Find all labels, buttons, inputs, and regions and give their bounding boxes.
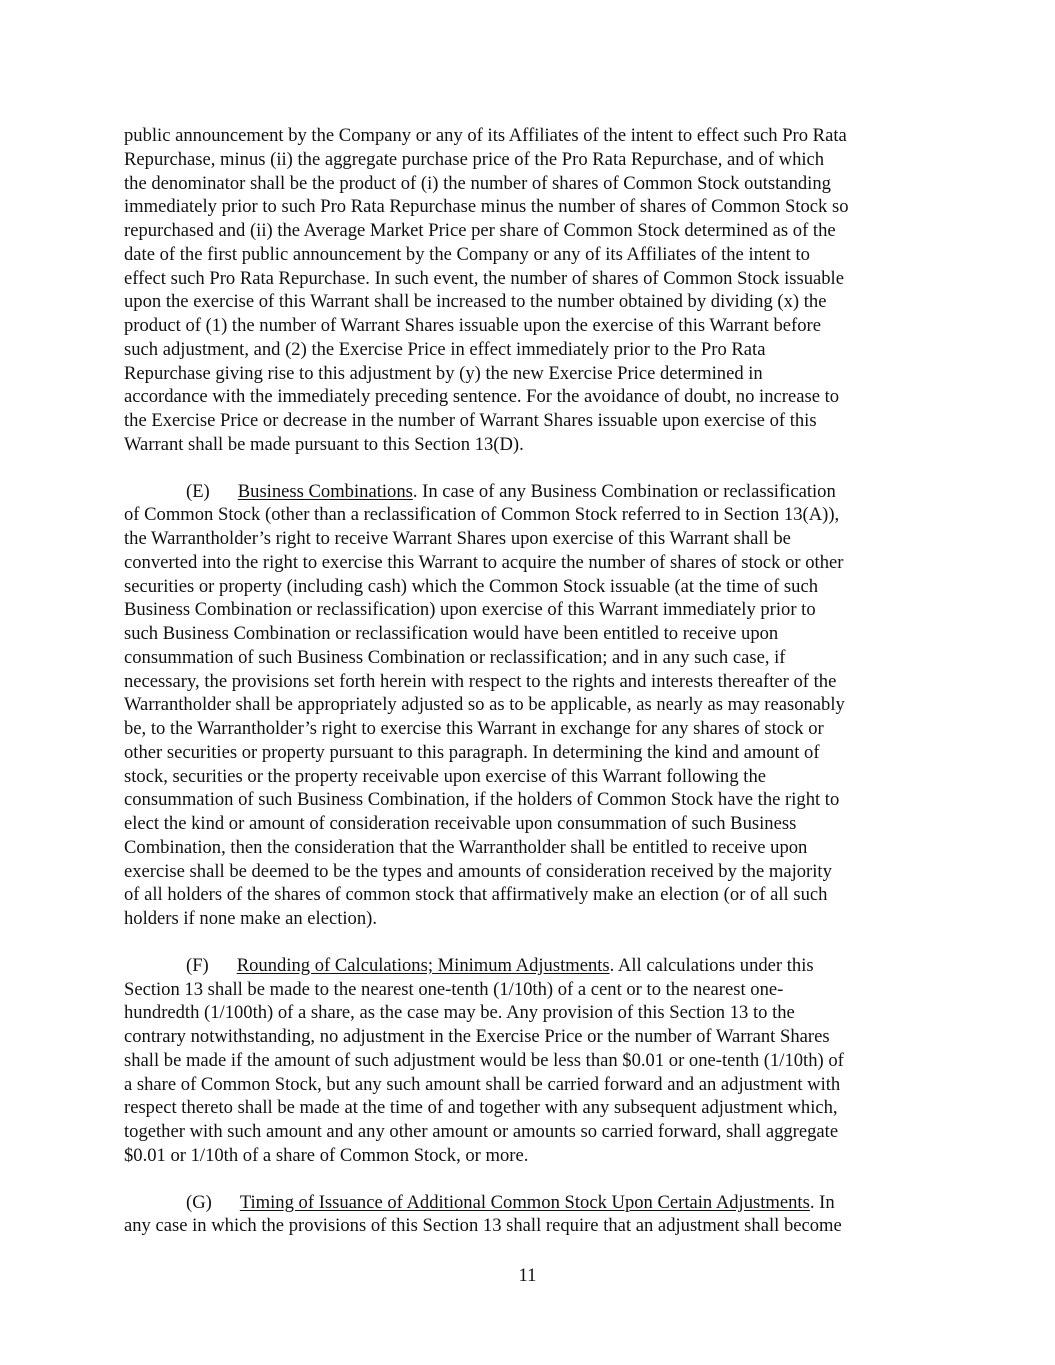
text-line: public announcement by the Company or any of its Affiliates of the intent to effect such Pro Rata: [124, 125, 847, 146]
text-line: repurchased and (ii) the Average Market Price per share of Common Stock determined as of the: [124, 220, 836, 241]
text-line: $0.01 or 1/10th of a share of Common Stock, or more.: [124, 1144, 529, 1166]
section-f-paragraph: [124, 954, 932, 1168]
text-line: such Business Combination or reclassification would have been entitled to receive upon: [124, 623, 779, 644]
text-line: the Warrantholder’s right to receive Warrant Shares upon exercise of this Warrant shall be: [124, 528, 791, 549]
section-g-first-line: [124, 1191, 932, 1215]
text-line: Section 13 shall be made to the nearest one-tenth (1/10th) of a cent or to the nearest one-: [124, 978, 784, 1000]
text-line: exercise shall be deemed to be the types and amounts of consideration received by the majority: [124, 860, 832, 882]
page-number: 11: [518, 1265, 537, 1286]
paragraph-spacer: [124, 457, 932, 480]
text-line: of all holders of the shares of common stock that affirmatively make an election (or of all such: [124, 884, 828, 906]
paragraph-spacer: [124, 1168, 932, 1191]
section-f-first-line: [124, 954, 932, 978]
text-line: Repurchase, minus (ii) the aggregate purchase price of the Pro Rata Repurchase, and of which: [124, 148, 825, 170]
text-line: date of the first public announcement by the Company or any of its Affiliates of the intent to: [124, 243, 810, 265]
section-e-first-line: [124, 480, 932, 504]
text-line: together with such amount and any other amount or amounts so carried forward, shall aggregate: [124, 1121, 839, 1142]
text-line: accordance with the immediately preceding sentence. For the avoidance of doubt, no increase to: [124, 386, 840, 408]
text-line: respect thereto shall be made at the time of and together with any subsequent adjustment which,: [124, 1097, 838, 1119]
text-line: immediately prior to such Pro Rata Repurchase minus the number of shares of Common Stock so: [124, 196, 849, 218]
section-g-first-line-text: . In: [809, 1191, 835, 1213]
section-g-paragraph: [124, 1191, 932, 1239]
text-line: Warrantholder shall be appropriately adjusted so as to be applicable, as nearly as may reasonably: [124, 694, 845, 716]
section-f-label: (F): [186, 954, 209, 976]
text-line: contrary notwithstanding, no adjustment in the Exercise Price or the number of Warrant Shares: [124, 1026, 830, 1047]
text-line: of Common Stock (other than a reclassification of Common Stock referred to in Section 13(A)),: [124, 504, 840, 526]
paragraph-spacer: [124, 931, 932, 954]
text-line: other securities or property pursuant to this paragraph. In determining the kind and amount of: [124, 741, 820, 763]
section-e-heading: Business Combinations: [237, 480, 413, 502]
section-f-first-line-text: . All calculations under this: [609, 954, 814, 976]
text-line: shall be made if the amount of such adjustment would be less than $0.01 or one-tenth (1/10th) of: [124, 1049, 844, 1071]
text-line: securities or property (including cash) which the Common Stock issuable (at the time of such: [124, 575, 819, 597]
text-line: product of (1) the number of Warrant Shares issuable upon the exercise of this Warrant before: [124, 315, 821, 336]
text-line: such adjustment, and (2) the Exercise Price in effect immediately prior to the Pro Rata: [124, 338, 766, 360]
text-line: consummation of such Business Combination or reclassification; and in any such case, if: [124, 646, 786, 668]
text-line: necessary, the provisions set forth herein with respect to the rights and interests thereafter of the: [124, 670, 837, 692]
text-line: Business Combination or reclassification) upon exercise of this Warrant immediately prior to: [124, 599, 816, 621]
page-body: [124, 124, 932, 1238]
text-line: Warrant shall be made pursuant to this Section 13(D).: [124, 433, 524, 455]
text-line: any case in which the provisions of this Section 13 shall require that an adjustment shall become: [124, 1215, 842, 1237]
text-line: converted into the right to exercise this Warrant to acquire the number of shares of stock or other: [124, 551, 844, 573]
section-e-first-line-text: . In case of any Business Combination or reclassification: [412, 480, 836, 502]
text-line: the denominator shall be the product of (i) the number of shares of Common Stock outstanding: [124, 172, 831, 194]
section-e-paragraph: [124, 480, 932, 931]
text-line: holders if none make an election).: [124, 908, 377, 929]
section-g-heading: Timing of Issuance of Additional Common Stock Upon Certain Adjustments: [239, 1191, 810, 1213]
section-f-heading: Rounding of Calculations; Minimum Adjustments: [236, 954, 610, 976]
text-line: be, to the Warrantholder’s right to exercise this Warrant in exchange for any shares of stock or: [124, 718, 824, 739]
text-line: a share of Common Stock, but any such amount shall be carried forward and an adjustment with: [124, 1073, 841, 1095]
text-line: Repurchase giving rise to this adjustment by (y) the new Exercise Price determined in: [124, 362, 763, 384]
text-line: Combination, then the consideration that the Warrantholder shall be entitled to receive upon: [124, 836, 808, 858]
text-line: effect such Pro Rata Repurchase. In such event, the number of shares of Common Stock issuable: [124, 267, 844, 289]
text-line: elect the kind or amount of consideration receivable upon consummation of such Business: [124, 813, 797, 834]
text-line: hundredth (1/100th) of a share, as the case may be. Any provision of this Section 13 to the: [124, 1002, 795, 1024]
paragraph-d-continuation: [124, 124, 932, 457]
section-g-label: (G): [186, 1191, 212, 1213]
text-line: upon the exercise of this Warrant shall be increased to the number obtained by dividing (x) the: [124, 291, 827, 313]
text-line: stock, securities or the property receivable upon exercise of this Warrant following the: [124, 765, 767, 787]
section-e-label: (E): [186, 480, 210, 502]
text-line: consummation of such Business Combination, if the holders of Common Stock have the right to: [124, 789, 840, 811]
text-line: the Exercise Price or decrease in the number of Warrant Shares issuable upon exercise of this: [124, 410, 817, 431]
